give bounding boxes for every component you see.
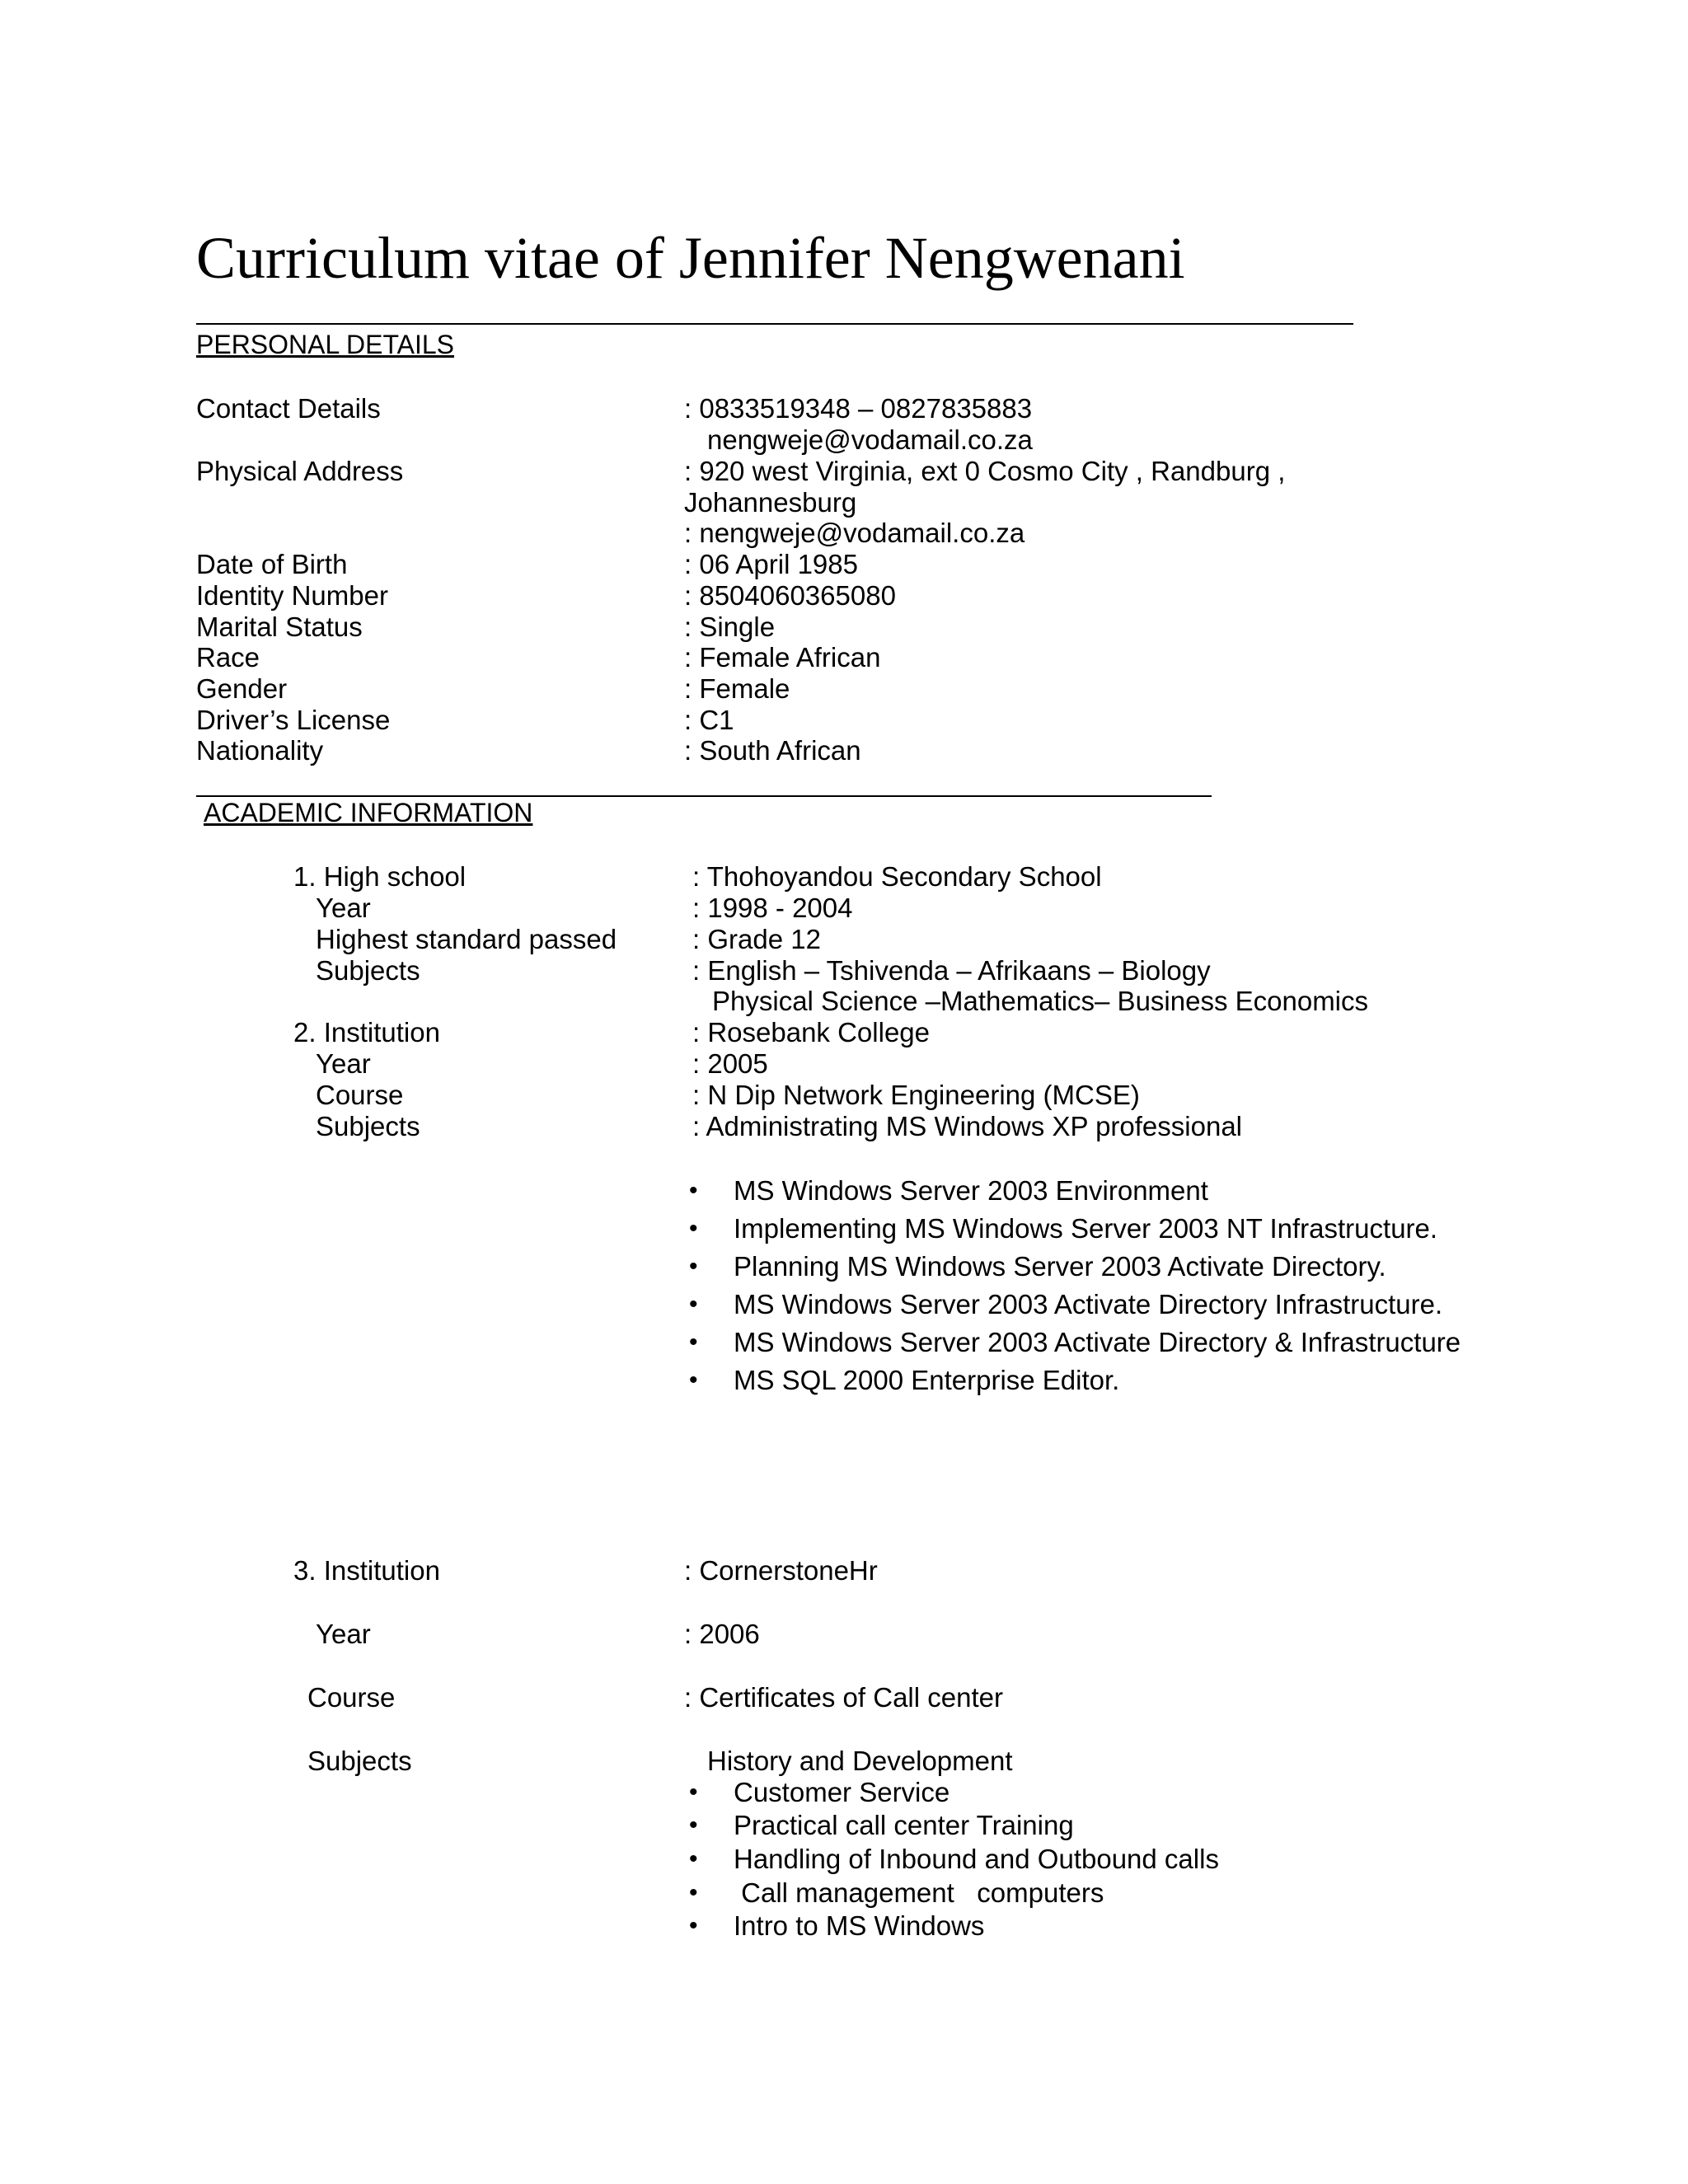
institution3-year-value: : 2006 [684, 1619, 760, 1649]
list-item [689, 1877, 698, 1909]
list-item [689, 1289, 698, 1320]
marital-status-value: : Single [684, 612, 776, 642]
list-item [689, 1910, 698, 1942]
institution2-year-label: Year [316, 1048, 371, 1079]
list-item-text: Implementing MS Windows Server 2003 NT Infrastructure. [734, 1213, 1438, 1244]
list-item-text: MS Windows Server 2003 Environment [734, 1175, 1208, 1206]
bullet-icon: • [689, 1879, 698, 1906]
institution2-subjects-value: : Administrating MS Windows XP professional [692, 1111, 1243, 1141]
race-label: Race [196, 642, 260, 673]
list-item [689, 1327, 698, 1358]
bullet-icon: • [689, 1811, 698, 1839]
list-item [689, 1365, 698, 1396]
list-item [689, 1777, 698, 1808]
institution2-course-value: : N Dip Network Engineering (MCSE) [692, 1080, 1140, 1110]
bullet-icon: • [689, 1845, 698, 1872]
highschool-subjects-label: Subjects [316, 955, 420, 986]
institution3-subjects-label: Subjects [307, 1746, 412, 1776]
institution3-value: : CornerstoneHr [684, 1555, 878, 1586]
list-item-text: Customer Service [734, 1777, 950, 1807]
institution2-course-label: Course [316, 1080, 404, 1110]
list-item-text: Practical call center Training [734, 1810, 1074, 1840]
address-continued: Johannesburg [684, 487, 857, 518]
institution3-course-label: Course [307, 1682, 396, 1713]
bullet-icon: • [689, 1177, 698, 1204]
highest-standard-value: : Grade 12 [692, 924, 821, 954]
bullet-icon: • [689, 1329, 698, 1356]
highest-standard-label: Highest standard passed [316, 924, 617, 954]
license-label: Driver’s License [196, 705, 391, 735]
address-email: : nengweje@vodamail.co.za [684, 518, 1025, 548]
address-label: Physical Address [196, 456, 404, 486]
contact-value: : 0833519348 – 0827835883 [684, 393, 1033, 424]
highschool-year-label: Year [316, 893, 371, 923]
id-number-value: : 8504060365080 [684, 580, 896, 611]
institution2-label: 2. Institution [293, 1017, 440, 1047]
highschool-subjects-value-2: Physical Science –Mathematics– Business Economics [712, 986, 1369, 1016]
institution3-label: 3. Institution [293, 1555, 440, 1586]
list-item-text: Planning MS Windows Server 2003 Activate Directory. [734, 1251, 1386, 1282]
highschool-label: 1. High school [293, 861, 467, 892]
bullet-icon: • [689, 1779, 698, 1806]
gender-value: : Female [684, 673, 790, 704]
nationality-label: Nationality [196, 735, 324, 766]
contact-label: Contact Details [196, 393, 381, 424]
gender-label: Gender [196, 673, 288, 704]
institution2-value: : Rosebank College [692, 1017, 931, 1047]
list-item [689, 1810, 698, 1841]
highschool-subjects-value: : English – Tshivenda – Afrikaans – Biology [692, 955, 1211, 986]
bullet-icon: • [689, 1912, 698, 1939]
marital-status-label: Marital Status [196, 612, 363, 642]
nationality-value: : South African [684, 735, 861, 766]
list-item-text: Call management computers [734, 1877, 1104, 1908]
section-divider [196, 795, 1212, 797]
dob-value: : 06 April 1985 [684, 549, 858, 579]
institution2-subjects-label: Subjects [316, 1111, 420, 1141]
id-number-label: Identity Number [196, 580, 388, 611]
document-title: Curriculum vitae of Jennifer Nengwenani [196, 225, 1185, 291]
list-item-text: MS SQL 2000 Enterprise Editor. [734, 1365, 1120, 1395]
institution3-year-label: Year [316, 1619, 371, 1649]
list-item-text: MS Windows Server 2003 Activate Directory & Infrastructure [734, 1327, 1461, 1357]
license-value: : C1 [684, 705, 734, 735]
institution3-subjects-value: History and Development [707, 1746, 1013, 1776]
list-item-text: Handling of Inbound and Outbound calls [734, 1844, 1219, 1874]
dob-label: Date of Birth [196, 549, 348, 579]
list-item [689, 1251, 698, 1282]
list-item-text: Intro to MS Windows [734, 1910, 985, 1941]
personal-details-heading: PERSONAL DETAILS [196, 330, 454, 359]
bullet-icon: • [689, 1366, 698, 1394]
contact-email: nengweje@vodamail.co.za [707, 424, 1033, 455]
address-value: : 920 west Virginia, ext 0 Cosmo City , Randburg , [684, 456, 1286, 486]
list-item [689, 1844, 698, 1875]
highschool-value: : Thohoyandou Secondary School [692, 861, 1102, 892]
race-value: : Female African [684, 642, 881, 673]
academic-info-heading: ACADEMIC INFORMATION [204, 798, 533, 827]
institution2-year-value: : 2005 [692, 1048, 768, 1079]
title-underline [196, 323, 1353, 325]
highschool-year-value: : 1998 - 2004 [692, 893, 853, 923]
institution3-course-value: : Certificates of Call center [684, 1682, 1003, 1713]
list-item [689, 1175, 698, 1207]
list-item-text: MS Windows Server 2003 Activate Directory Infrastructure. [734, 1289, 1443, 1319]
list-item [689, 1213, 698, 1244]
bullet-icon: • [689, 1291, 698, 1318]
bullet-icon: • [689, 1253, 698, 1280]
bullet-icon: • [689, 1215, 698, 1242]
